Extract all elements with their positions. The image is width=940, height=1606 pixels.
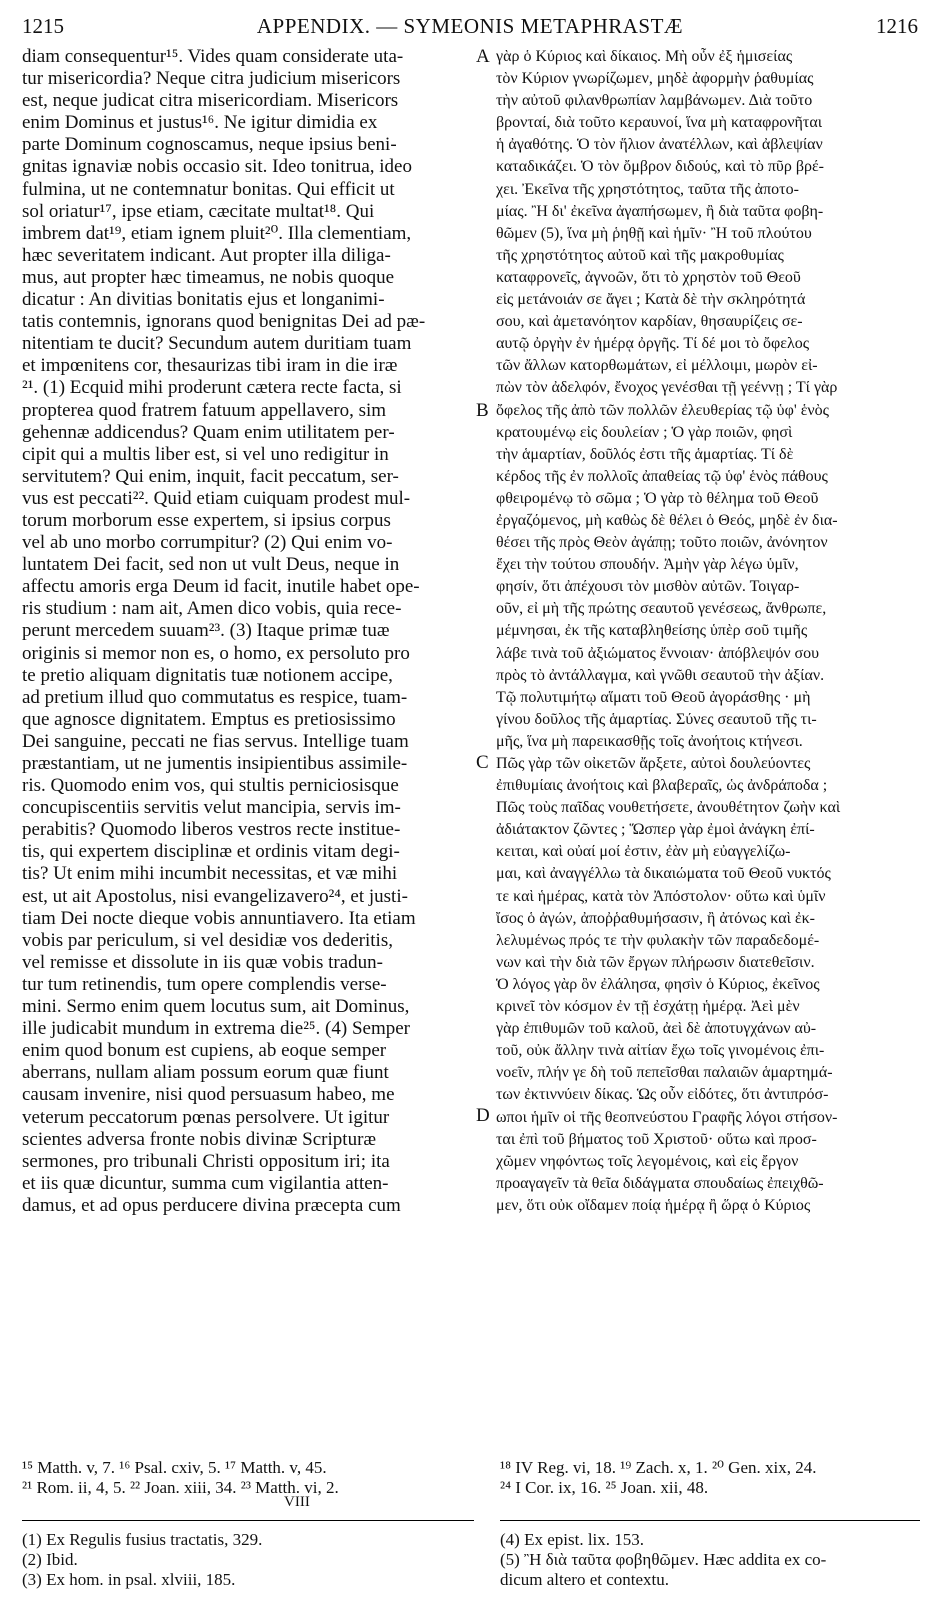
scripture-ref-line: ²⁴ I Cor. ix, 16. ²⁵ Joan. xii, 48. [500,1478,709,1497]
source-note: (3) Ex hom. in psal. xlviii, 185. [22,1570,236,1589]
text-line: μαι, καὶ ἀναγγέλλω τὰ δικαιώματα τοῦ Θεοῦ νυκτός [496,865,831,883]
text-line: ἐπιθυμίαις ἀνοήτοις καὶ βλαβεραῖς, ὡς ἀνδράποδα ; [496,777,828,795]
text-line: χῶμεν νηφόντως τοῖς λεγομένοις, καὶ εἰς ἔργον [496,1152,799,1170]
text-line: ἐργαζόμενος, μὴ καθὼς δὲ θέλει ὁ Θεός, μηδὲ ἐν δια- [496,511,838,529]
text-line: ris. Quomodo enim vos, qui stultis perniciosisque [22,775,399,797]
text-line: mus, aut propter hæc timeamus, ne nobis quoque [22,266,395,288]
text-line: est, ut ait Apostolus, nisi evangelizavero²⁴, et justi- [22,885,408,907]
scripture-ref-line: ²¹ Rom. ii, 4, 5. ²² Joan. xiii, 34. ²³ Matth. vi, 2. [22,1478,339,1497]
text-line: γὰρ ὁ Κύριος καὶ δίκαιος. Μὴ οὖν ἐξ ἡμισείας [496,48,793,65]
text-line: αυτῷ ὀργὴν ἐν ἡμέρᾳ ὀργῆς. Τί δέ μοι τὸ ὄφελος [496,335,810,353]
text-line: tur misericordia? Neque citra judicium misericors [22,68,401,90]
text-line: προαγαγεῖν τὰ θεῖα διδάγματα σπουδαίως ἐπειχθῶ- [496,1174,824,1192]
text-line: τῶν ἄλλων κατορθωμάτων, εἰ μέλλοιμι, μωρὸν εἰ- [496,357,818,375]
footnote-rule-right [500,1520,920,1521]
text-line: tis? Ut enim mihi incumbit necessitas, et væ mihi [22,863,398,885]
text-line: parte Dominum cognoscamus, neque ipsius beni- [22,134,397,156]
text-line: καταδικάζει. Ὁ τὸν ὄμβρον διδούς, καὶ τὸ πῦρ βρέ- [496,158,825,176]
text-line: tis, qui expertem disciplinæ et ordinis vitam degi- [22,841,400,863]
text-line: tur tum retinendis, tum opere complendis verse- [22,973,387,995]
text-line: μῆς, ἵνα μὴ παρεικασθῇς τοῖς ἀνοήτοις κτήνεσι. [496,732,803,750]
source-note: (1) Ex Regulis fusius tractatis, 329. [22,1530,263,1549]
greek-column [496,46,920,1217]
text-line: ωποι ἡμῖν οἱ τῆς θεοπνεύστου Γραφῆς λόγοι στήσον- [496,1108,838,1126]
text-line: præstantiam, ut ne jumentis insipientibus assimile- [22,753,408,774]
text-line: τὸν Κύριον γνωρίζωμεν, μηδὲ ἀφορμὴν ῥαθυμίας [496,70,814,88]
text-line: et impœnitens cor, thesaurizas tibi iram in die iræ [22,355,398,377]
text-line: imbrem dat¹⁹, etiam ignem pluit²⁰. Illa clementiam, [22,222,412,244]
text-line: servitutem? Qui enim, inquit, facit peccatum, ser- [22,465,399,487]
text-line: gehennæ addicendus? Quam enim utilitatem per- [22,421,395,443]
text-line: enim Dominus et justus¹⁶. Ne igitur dimidia ex [22,112,378,134]
text-line: κειται, καὶ οὐαί μοί ἐστιν, ἐὰν μὴ εὐαγγελίζω- [496,843,791,861]
text-line: concupiscentiis servitis velut mancipia, servis im- [22,797,401,819]
text-line: χει. Ἐκεῖνα τῆς χρηστότητος, ταῦτα τῆς ἀποτο- [496,180,799,198]
text-line: scientes adversa fronte nobis divinæ Scripturæ [22,1128,377,1150]
margin-marker-d: D [476,1105,490,1126]
text-line: λελυμένως πρός τε τὴν φυλακὴν τῶν παραδεδομέ- [496,931,820,949]
text-line: vobis par periculum, si vel desidiæ vos dederitis, [22,929,393,951]
text-line: νων καὶ τὴν διὰ τῶν ἔργων πλήρωσιν διατεθεῖσιν. [496,953,815,971]
text-line: ἡ ἀγαθότης. Ὁ τὸν ἥλιον ἀνατέλλων, καὶ ἀβλεψίαν [496,136,823,154]
text-line: ἴσος ὁ ἀγών, ἀποῤῥαθυμήσασιν, ἢ ἀτόνως καὶ ἐκ- [496,909,815,927]
text-line: vel remisse et dissolute in iis quæ vobis tradun- [22,951,383,973]
text-line: sol oriatur¹⁷, ipse etiam, cæcitate multat¹⁸. Qui [22,200,375,222]
text-line: Ὁ λόγος γὰρ ὃν ἐλάλησα, φησὶν ὁ Κύριος, ἐκεῖνος [496,975,820,993]
page-header [0,0,940,42]
text-line: νοεῖν, πλήν γε δὴ τοῦ πεπεῖσθαι παλαιῶν ἁμαρτημά- [496,1064,833,1082]
text-line: φθειρομένῳ τὸ σῶμα ; Ὁ γὰρ τὸ θέλημα τοῦ Θεοῦ [496,489,819,507]
text-line: κρατουμένῳ εἰς δουλείαν ; Ὁ γὰρ ποιῶν, φησὶ [496,423,793,441]
text-line: torum morborum esse expertem, si ipsius corpus [22,509,391,531]
text-line: κρινεῖ τὸν κόσμον ἐν τῇ ἐσχάτῃ ἡμέρᾳ. Ἀεὶ μὲν [496,998,800,1016]
text-line: enim quod bonum est cupiens, ab eoque semper [22,1040,387,1062]
text-line: que agnosce dignitatem. Emptus es pretiosissimo [22,708,396,730]
text-line: Πῶς τοὺς παῖδας νουθετήσετε, ἀνουθέτητον ζωὴν καὶ [496,799,841,817]
text-line: originis si memor non es, o homo, ex persoluto pro [22,642,410,664]
text-line: τῆς χρηστότητος αὐτοῦ καὶ τῆς μακροθυμίας [496,246,784,264]
text-line: affectu amoris erga Deum id facit, inutile habet ope- [22,576,420,598]
source-notes-right [500,1530,920,1590]
text-line: γὰρ ἐπιθυμῶν τοῦ καλοῦ, ἀεὶ δὲ ἀποτυγχάνων αὐ- [496,1020,817,1038]
source-note: (2) Ibid. [22,1550,78,1569]
text-line: ad pretium illud quo commutatus es respice, tuam- [22,686,408,708]
text-line: οῦν, εἰ μὴ τῆς πρώτης σεαυτοῦ γενέσεως, ἄνθρωπε, [496,600,827,618]
text-line: te pretio aliquam dignitatis tuæ notionem accipe, [22,664,393,686]
text-line: perunt mercedem suuam²³. (3) Itaque primæ tuæ [22,620,390,642]
text-line: vus est peccati²². Quid etiam cuiquam prodest mul- [22,487,411,509]
handwritten-correction: VIII [284,1494,310,1510]
text-line: diam consequentur¹⁵. Vides quam considerate uta- [22,46,404,67]
source-note: dicum altero et contextu. [500,1570,669,1589]
text-line: ὄφελος τῆς ἀπὸ τῶν πολλῶν ἐλευθερίας τῷ ὑφ' ἑνὸς [496,401,829,419]
text-line: εἰς μετάνοιάν σε ἄγει ; Κατὰ δὲ τὴν σκληρότητά [496,291,806,309]
text-line: nitentiam te ducit? Secundum autem duritiam tuam [22,333,412,355]
margin-marker-b: B [476,400,489,421]
text-line: τε καὶ ἡμέρας, κατὰ τὸν Ἀπόστολον· οὕτω καὶ ὑμῖν [496,887,826,905]
text-line: et iis quæ dicuntur, summa cum vigilantia atten- [22,1172,389,1194]
text-line: πὼν τὸν ἀδελφόν, ἔνοχος γενέσθαι τῇ γεέννῃ ; Τί γὰρ [496,379,838,397]
text-line: λάβε τινὰ τοῦ ἀξιώματος ἔννοιαν· ἀπόβλεψόν σου [496,644,820,662]
text-line: luntatem Dei facit, sed non ut vult Deus, neque in [22,554,400,576]
scripture-refs-left [22,1458,474,1510]
text-line: θέσει τῆς πρὸς Θεὸν ἀγάπῃ; τοῦτο ποιῶν, ἀνόνητον [496,534,828,552]
text-line: βρονταί, διὰ τοῦτο κεραυνοί, ἵνα μὴ καταφρονῆται [496,114,823,132]
text-line: aberrans, nullam aliam possum eorum quæ fiunt [22,1062,389,1084]
footnote-rule-left [22,1520,474,1521]
scripture-refs-right [500,1458,920,1498]
text-line: Τῷ πολυτιμήτῳ αἵματι τοῦ Θεοῦ ἀγοράσθης · μὴ [496,688,811,706]
text-line: Dei sanguine, peccati ne fias servus. Intellige tuam [22,730,409,752]
text-line: causam invenire, nisi quod persuasum habeo, me [22,1084,395,1106]
text-line: ²¹. (1) Ecquid mihi proderunt cætera recte facta, si [22,377,402,399]
text-line: perabitis? Quomodo liberos vestros recte institue- [22,819,401,841]
text-line: μέμνησαι, ἐκ τῆς καταβληθείσης ὑπὲρ σοῦ τιμῆς [496,622,808,640]
text-line: ἀδιάτακτον ζῶντες ; Ὥσπερ γὰρ ἐμοὶ ἀνάγκη ἐπί- [496,821,815,839]
text-line: gnitas ignaviæ nobis occasio sit. Ideo tonitrua, ideo [22,156,412,178]
text-line: mini. Sermo enim quem locutus sum, ait Dominus, [22,996,410,1018]
running-title: APPENDIX. — SYMEONIS METAPHRASTÆ [256,14,684,38]
margin-marker-c: C [476,752,489,773]
page-number-right: 1216 [876,14,918,38]
text-line: tatis contemnis, ignorans quod benignitas Dei ad pæ- [22,311,426,333]
text-line: sermones, pro tribunali Christi oppositum iri; ita [22,1150,390,1172]
text-line: τὴν αὐτοῦ φιλανθρωπίαν λαμβάνωμεν. Διὰ τοῦτο [496,92,813,110]
source-note: (5) Ἢ διὰ ταῦτα φοβηθῶμεν. Hæc addita ex co- [500,1550,827,1569]
source-note: (4) Ex epist. lix. 153. [500,1530,645,1549]
text-line: est, neque judicat citra misericordiam. Misericors [22,90,399,112]
page-number-left: 1215 [22,14,64,38]
text-line: φησίν, ὅτι ἀπέχουσι τὸν μισθὸν αὐτῶν. Τοιγαρ- [496,578,800,596]
text-line: veterum peccatorum pœnas persolvere. Ut igitur [22,1106,390,1128]
text-line: ἔχει τὴν τούτου σπουδήν. Ἀμὴν γὰρ λέγω ὑμῖν, [496,556,799,574]
scripture-ref-line: ¹⁸ IV Reg. vi, 18. ¹⁹ Zach. x, 1. ²⁰ Gen. xix, 24. [500,1458,817,1477]
text-line: tiam Dei nocte dieque vobis annuntiavero. Ita etiam [22,907,416,929]
text-line: dicatur : An divitias bonitatis ejus et longanimi- [22,289,385,311]
text-line: θῶμεν (5), ἵνα μὴ ῥηθῇ καὶ ἡμῖν· Ἢ τοῦ πλούτου [496,224,812,242]
text-line: vel ab uno morbo corrumpitur? (2) Qui enim vo- [22,532,393,554]
text-line: πρὸς τὸ ἀντάλλαγμα, καὶ γνῶθι σεαυτοῦ τὴν ἀξίαν. [496,666,825,684]
text-line: μίας. Ἢ δι' ἐκεῖνα ἀγαπήσωμεν, ἢ διὰ ταῦτα φοβη- [496,202,824,220]
text-line: γίνου δοῦλος τῆς ἁμαρτίας. Σύνες σεαυτοῦ τῆς τι- [496,710,817,728]
scripture-ref-line: ¹⁵ Matth. v, 7. ¹⁶ Psal. cxiv, 5. ¹⁷ Matth. v, 45. [22,1458,327,1477]
text-line: καταφρονεῖς, ἀγνοῶν, ὅτι τὸ χρηστὸν τοῦ Θεοῦ [496,268,801,286]
text-line: hæc severitatem indicant. Aut propter illa diliga- [22,244,391,266]
text-line: ται ἐπὶ τοῦ βήματος τοῦ Χριστοῦ· οὕτω καὶ προσ- [496,1130,817,1148]
text-line: τοῦ, οὐκ ἄλλην τινὰ αἰτίαν ἔχω τοῖς γινομένοις ἐπι- [496,1042,825,1060]
text-line: cipit qui a multis liber est, si vel uno redigitur in [22,443,389,465]
text-line: Πῶς γὰρ τῶν οἰκετῶν ἄρξετε, αὐτοὶ δουλεύοντες [496,755,811,772]
text-line: propterea quod fratrem fatuum appellavero, sim [22,399,387,421]
margin-marker-a: A [476,46,490,67]
text-line: fulmina, ut ne contemnatur bonitas. Qui efficit ut [22,178,395,200]
text-line: σου, καὶ ἀμετανόητον καρδίαν, θησαυρίζεις σε- [496,313,803,331]
text-line: κέρδος τῆς ἐν πολλοῖς ἀπαθείας τῷ ὑφ' ἑνὸς πάθους [496,467,828,485]
latin-column [22,46,474,1217]
text-line: damus, et ad opus perducere divina præcepta cum [22,1194,401,1216]
text-line: μεν, ὅτι οὐκ οἴδαμεν ποίᾳ ἡμέρᾳ ἢ ὥρᾳ ὁ Κύριος [496,1196,811,1214]
text-line: τὴν ἁμαρτίαν, δοῦλός ἐστι τῆς ἁμαρτίας. Τί δὲ [496,445,794,463]
text-line: των ἐκτιννύειν δίκας. Ὡς οὖν εἰδότες, ὅτι ἀντιπρόσ- [496,1086,829,1104]
source-notes-left [22,1530,474,1590]
text-line: ris studium : nam ait, Amen dico vobis, quia rece- [22,598,402,620]
text-line: ille judicabit mundum in extrema die²⁵. (4) Semper [22,1018,410,1040]
